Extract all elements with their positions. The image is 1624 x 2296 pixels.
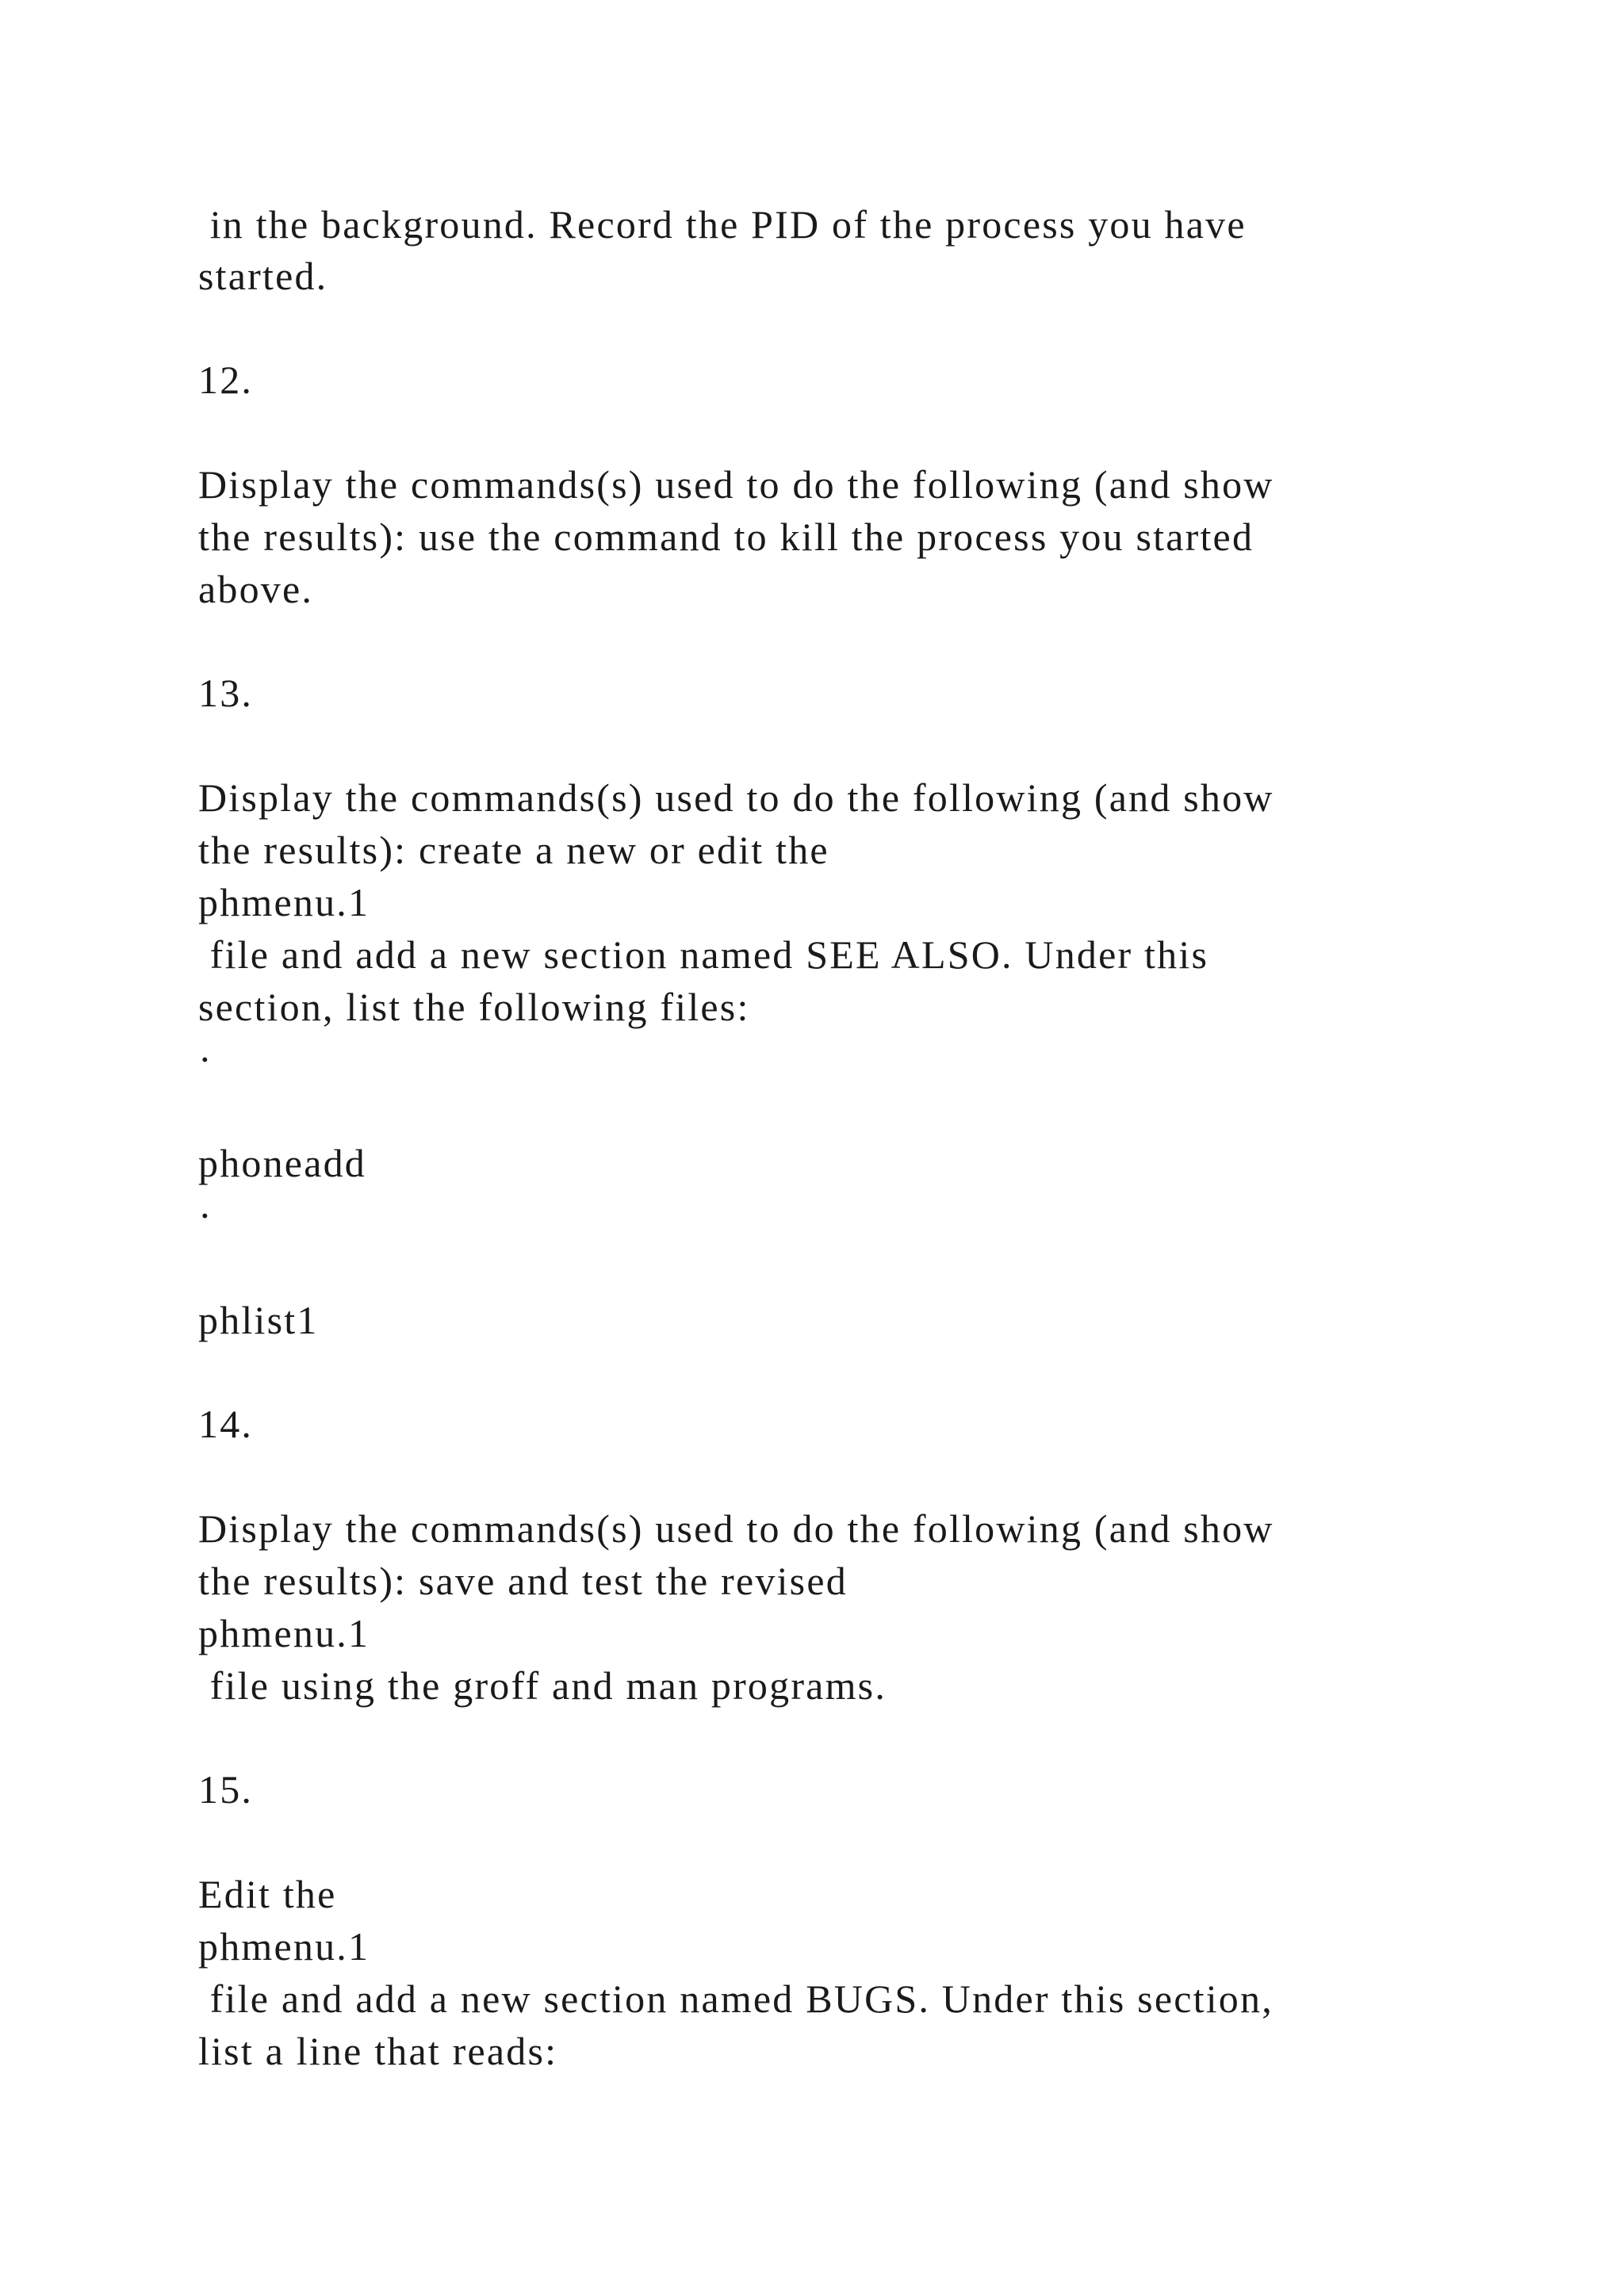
bullet-marker: ·: [198, 1193, 213, 1238]
filename-line: phmenu.1: [198, 1924, 370, 1969]
item-number-14: 14.: [198, 1402, 254, 1446]
item-number-12: 12.: [198, 358, 254, 402]
list-item-phlist1: phlist1: [198, 1298, 319, 1342]
text-line: Display the commands(s) used to do the following (and show: [198, 1506, 1274, 1551]
text-line: in the background. Record the PID of the process you have: [198, 202, 1247, 247]
text-line: above.: [198, 567, 314, 611]
text-line: list a line that reads:: [198, 2029, 558, 2073]
item-number-15: 15.: [198, 1767, 254, 1812]
text-line: started.: [198, 254, 328, 298]
item-number-13: 13.: [198, 671, 254, 715]
text-line: the results): use the command to kill the process you started: [198, 515, 1254, 559]
list-item-phoneadd: phoneadd: [198, 1141, 366, 1185]
text-line: the results): create a new or edit the: [198, 828, 829, 872]
text-line: section, list the following files:: [198, 985, 750, 1029]
text-line: Edit the: [198, 1872, 337, 1916]
filename-line: phmenu.1: [198, 1611, 370, 1655]
text-line: Display the commands(s) used to do the following (and show: [198, 462, 1274, 507]
filename-line: phmenu.1: [198, 880, 370, 924]
text-line: Display the commands(s) used to do the following (and show: [198, 775, 1274, 820]
text-line: file and add a new section named BUGS. Under this section,: [198, 1976, 1274, 2021]
text-line: file and add a new section named SEE ALSO. Under this: [198, 932, 1209, 977]
text-line: file using the groff and man programs.: [198, 1663, 887, 1708]
text-line: the results): save and test the revised: [198, 1559, 848, 1603]
bullet-marker: ·: [198, 1037, 213, 1081]
